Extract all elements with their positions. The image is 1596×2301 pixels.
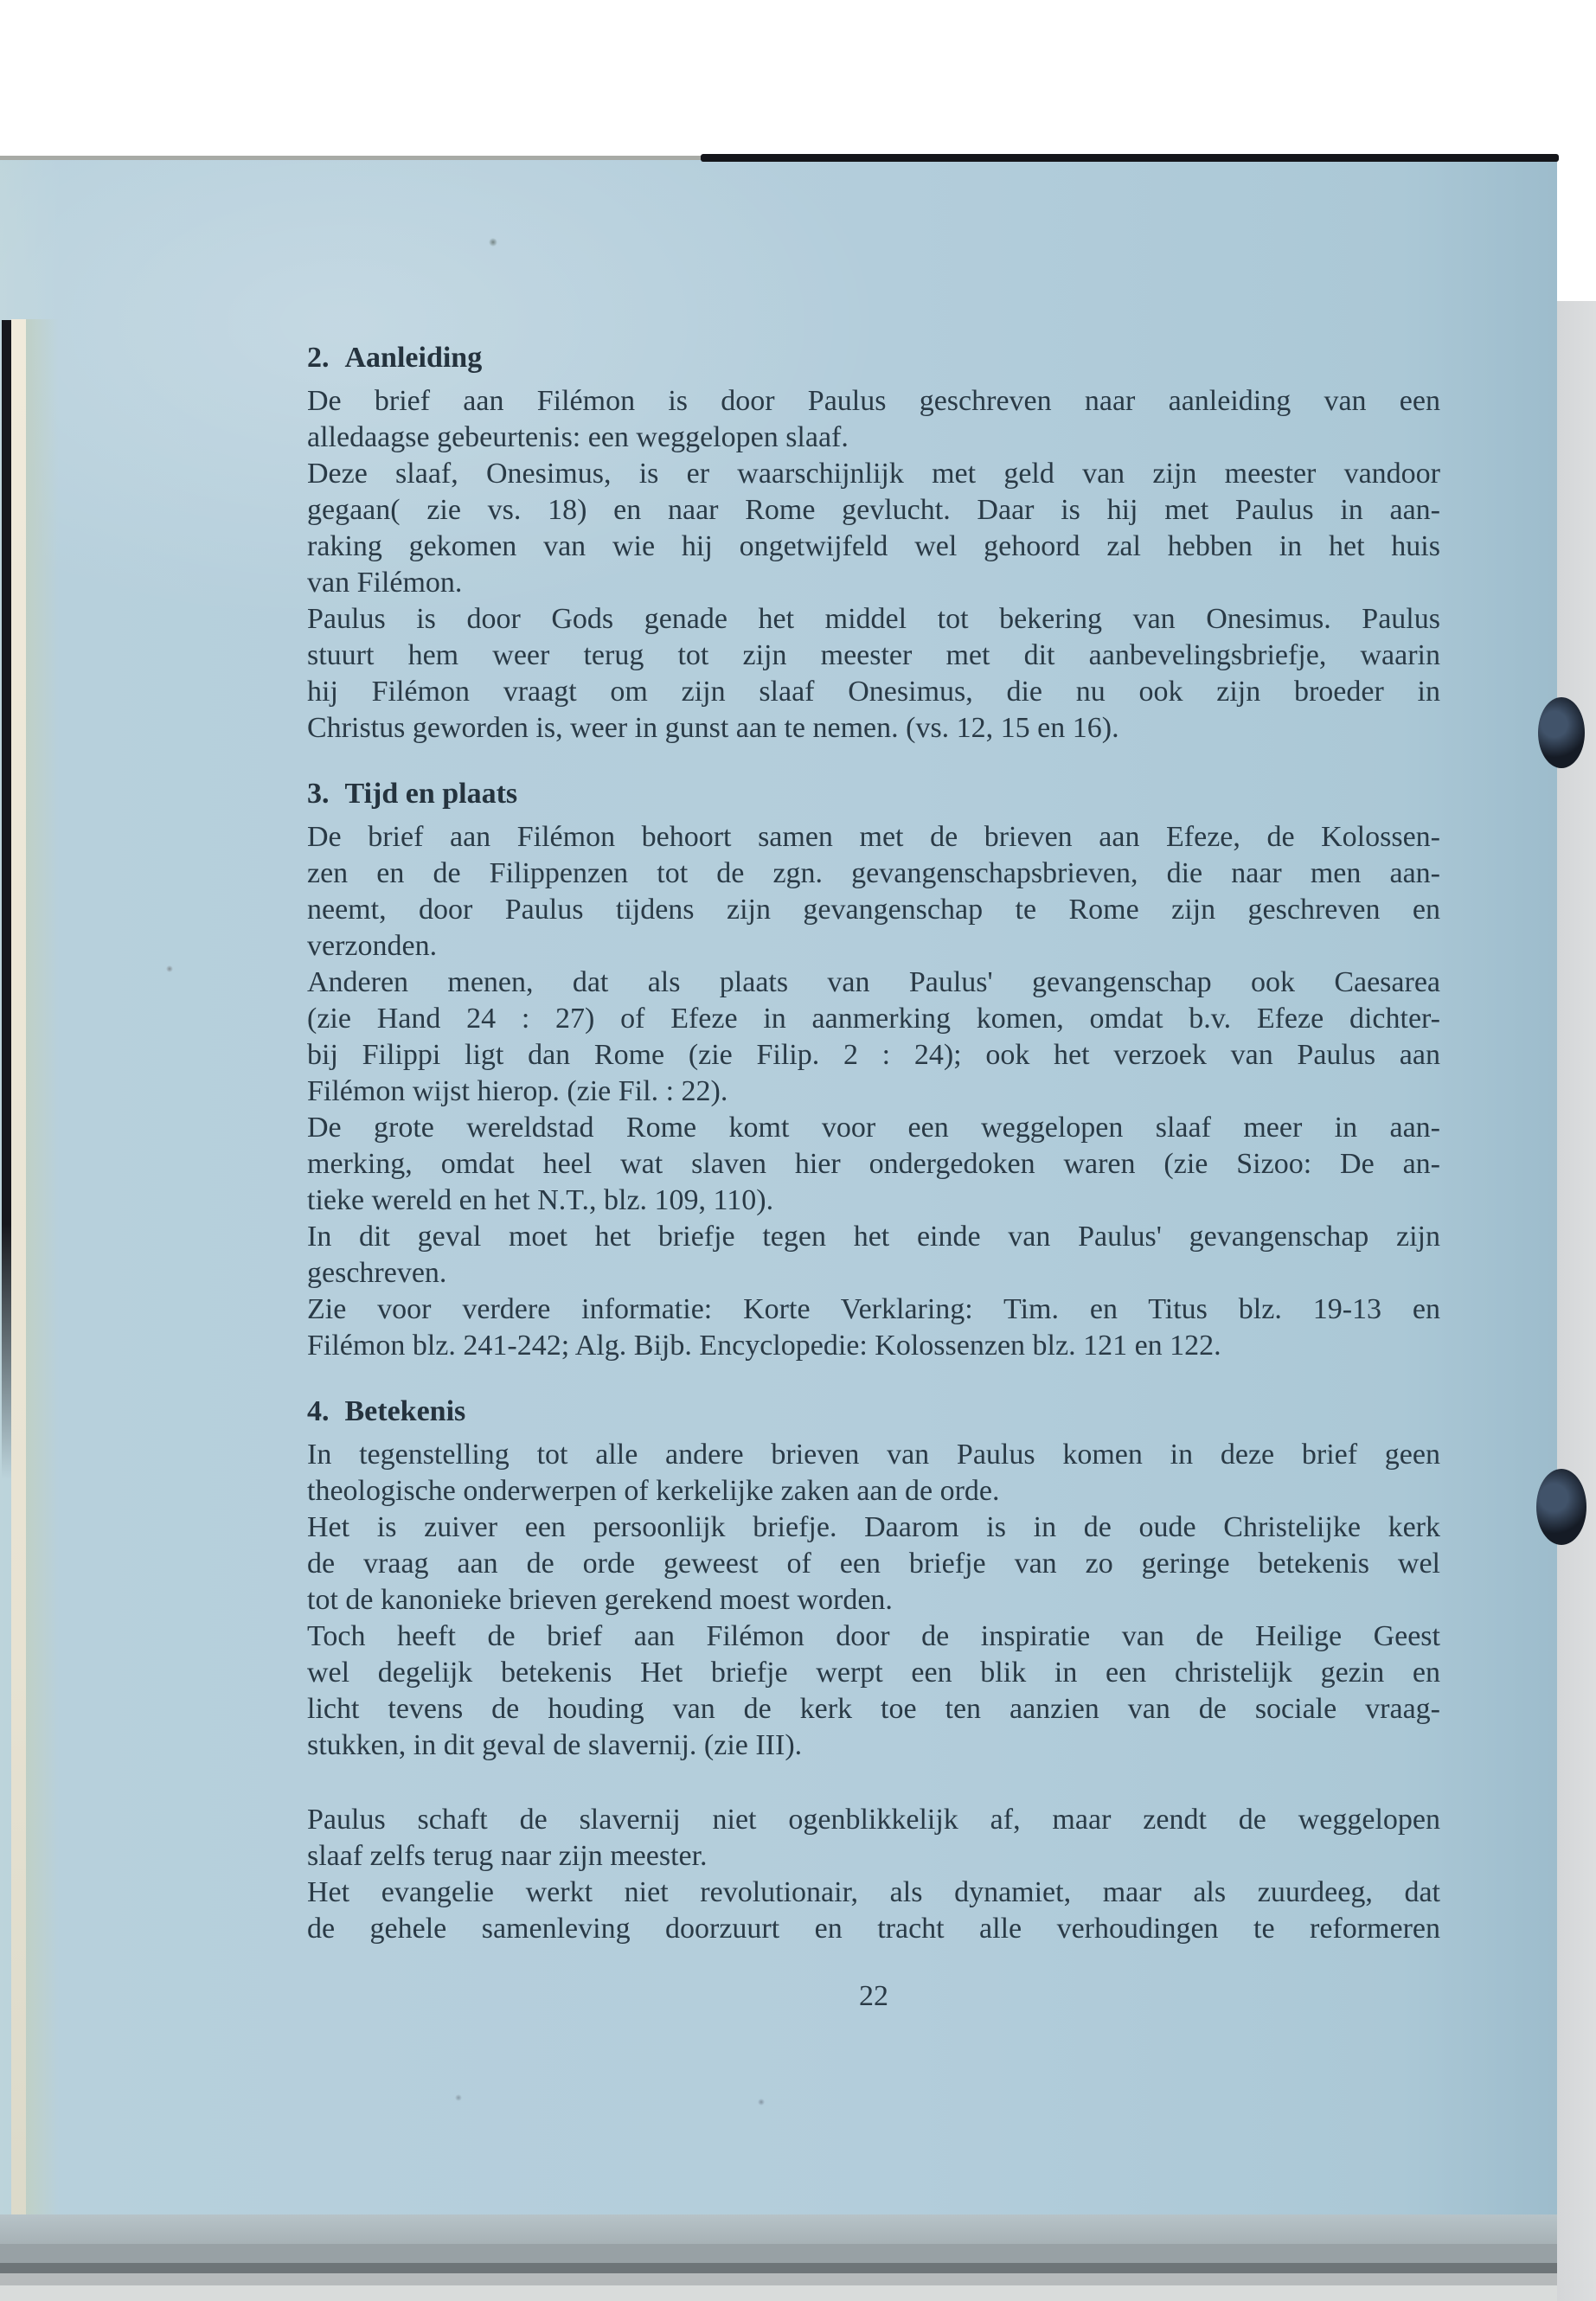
text-line: verzonden.	[307, 930, 438, 962]
text-line: bij Filippi ligt dan Rome (zie Filip. 2 : 24); ook het verzoek van Paulus aan	[307, 1039, 1440, 1071]
section-heading	[307, 1394, 1440, 1430]
section-number: 3.	[307, 778, 330, 810]
page-stack-edge	[0, 2214, 1557, 2244]
text-line: stuurt hem weer terug tot zijn meester met dit aanbevelingsbriefje, waarin	[307, 639, 1440, 671]
page-stack-edge	[0, 2285, 1557, 2301]
section-number: 4.	[307, 1395, 330, 1427]
page-stack-edge	[0, 2244, 1557, 2263]
text-line: van Filémon.	[307, 567, 463, 599]
text-line: Het evangelie werkt niet revolutionair, als dynamiet, maar als zuurdeeg, dat	[307, 1876, 1440, 1908]
page-number: 22	[859, 1980, 888, 2012]
text-line: licht tevens de houding van de kerk toe ten aanzien van de sociale vraag-	[307, 1693, 1440, 1725]
text-line: gegaan( zie vs. 18) en naar Rome gevlucht. Daar is hij met Paulus in aan-	[307, 494, 1440, 526]
text-line: hij Filémon vraagt om zijn slaaf Onesimus, die nu ook zijn broeder in	[307, 676, 1440, 708]
page-stack-edge	[0, 2263, 1557, 2273]
page-left-edge-cream	[11, 319, 26, 2301]
text-line: De brief aan Filémon behoort samen met de brieven aan Efeze, de Kolossen-	[307, 821, 1440, 853]
text-line: de gehele samenleving doorzuurt en tracht alle verhoudingen te reformeren	[307, 1913, 1440, 1945]
text-line: Filémon blz. 241-242; Alg. Bijb. Encyclopedie: Kolossenzen blz. 121 en 122.	[307, 1330, 1221, 1362]
text-line: alledaagse gebeurtenis: een weggelopen slaaf.	[307, 421, 849, 453]
text-line: theologische onderwerpen of kerkelijke zaken aan de orde.	[307, 1475, 1000, 1507]
text-line: Christus geworden is, weer in gunst aan te nemen. (vs. 12, 15 en 16).	[307, 712, 1119, 744]
text-line: wel degelijk betekenis Het briefje werpt een blik in een christelijk gezin en	[307, 1657, 1440, 1689]
text-line: Deze slaaf, Onesimus, is er waarschijnlijk met geld van zijn meester vandoor	[307, 458, 1440, 490]
text-line: (zie Hand 24 : 27) of Efeze in aanmerking komen, omdat b.v. Efeze dichter-	[307, 1003, 1440, 1035]
text-line: tieke wereld en het N.T., blz. 109, 110).	[307, 1184, 774, 1216]
text-section	[307, 340, 1440, 747]
text-line: In tegenstelling tot alle andere brieven van Paulus komen in deze brief geen	[307, 1439, 1440, 1471]
section-heading	[307, 776, 1440, 812]
text-line: neemt, door Paulus tijdens zijn gevangenschap te Rome zijn geschreven en	[307, 894, 1440, 926]
text-line: tot de kanonieke brieven gerekend moest worden.	[307, 1584, 893, 1616]
page-edge-mark	[1538, 697, 1585, 768]
text-section	[307, 1394, 1440, 1764]
text-line: De brief aan Filémon is door Paulus geschreven naar aanleiding van een	[307, 385, 1440, 417]
section-number: 2.	[307, 342, 330, 374]
page-edge-mark	[1536, 1469, 1586, 1545]
text-line: De grote wereldstad Rome komt voor een weggelopen slaaf meer in aan-	[307, 1112, 1440, 1144]
text-line: Paulus is door Gods genade het middel tot bekering van Onesimus. Paulus	[307, 603, 1440, 635]
text-line: geschreven.	[307, 1257, 447, 1289]
page-stack-edge	[0, 2273, 1557, 2285]
text-line: Paulus schaft de slavernij niet ogenblikkelijk af, maar zendt de weggelopen	[307, 1804, 1440, 1836]
text-line: Toch heeft de brief aan Filémon door de inspiratie van de Heilige Geest	[307, 1620, 1440, 1652]
page-left-edge-black	[2, 320, 11, 1479]
text-line: Zie voor verdere informatie: Korte Verklaring: Tim. en Titus blz. 19-13 en	[307, 1293, 1440, 1325]
text-line: Het is zuiver een persoonlijk briefje. Daarom is in de oude Christelijke kerk	[307, 1511, 1440, 1543]
text-line: Anderen menen, dat als plaats van Paulus' gevangenschap ook Caesarea	[307, 966, 1440, 998]
text-line: In dit geval moet het briefje tegen het einde van Paulus' gevangenschap zijn	[307, 1221, 1440, 1253]
text-column	[307, 340, 1440, 2015]
text-line: merking, omdat heel wat slaven hier ondergedoken waren (zie Sizoo: De an-	[307, 1148, 1440, 1180]
text-line: slaaf zelfs terug naar zijn meester.	[307, 1840, 708, 1872]
page-top-edge-dark	[701, 154, 1559, 162]
section-heading	[307, 340, 1440, 376]
page-left-edge-shade	[26, 319, 59, 2301]
text-line: stukken, in dit geval de slavernij. (zie III).	[307, 1729, 803, 1761]
book-right-edge-band	[1557, 301, 1596, 2301]
text-line: de vraag aan de orde geweest of een briefje van zo geringe betekenis wel	[307, 1548, 1440, 1580]
text-section	[307, 776, 1440, 1364]
section-title: Tijd en plaats	[344, 778, 518, 810]
text-line: raking gekomen van wie hij ongetwijfeld wel gehoord zal hebben in het huis	[307, 530, 1440, 562]
text-section	[307, 1802, 1440, 1947]
section-title: Aanleiding	[344, 342, 483, 374]
text-line: zen en de Filippenzen tot de zgn. gevangenschapsbrieven, die naar men aan-	[307, 857, 1440, 889]
text-line: Filémon wijst hierop. (zie Fil. : 22).	[307, 1075, 728, 1107]
section-title: Betekenis	[344, 1395, 466, 1427]
